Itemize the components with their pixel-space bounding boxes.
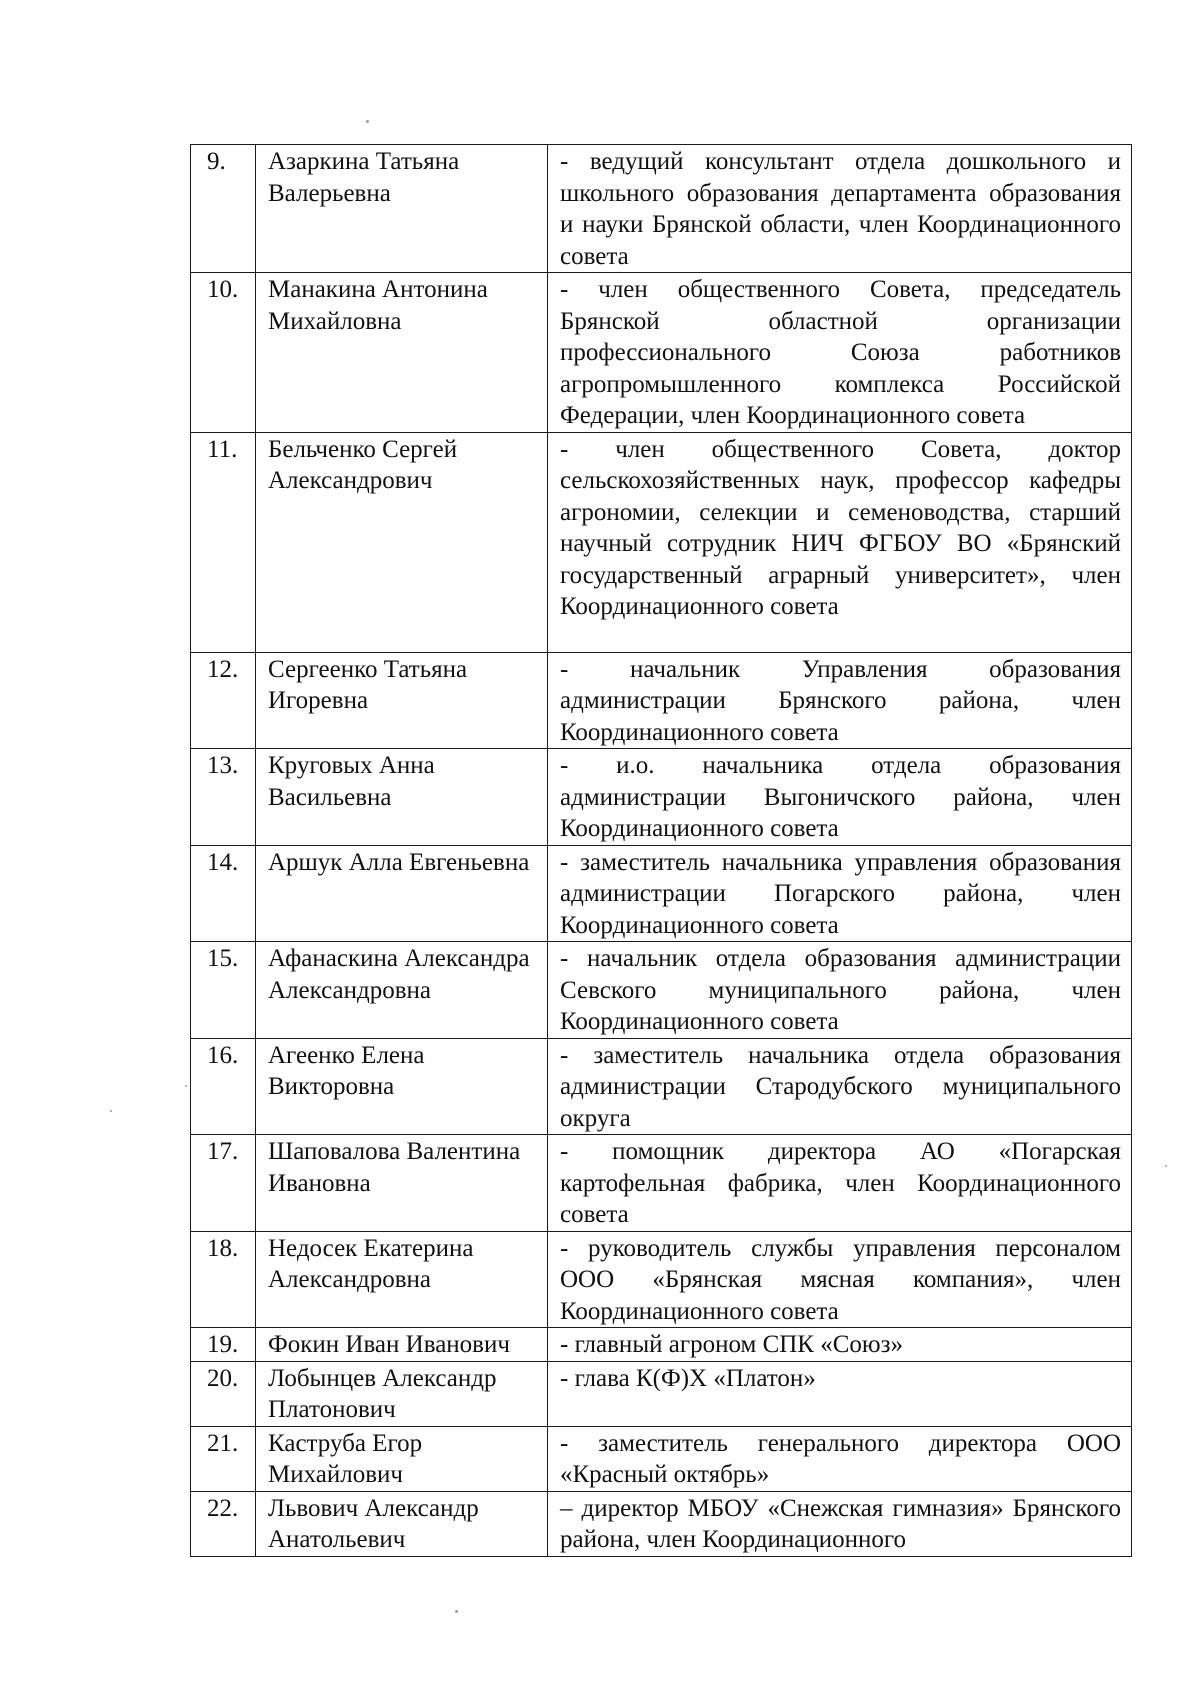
member-role: - глава К(Ф)Х «Платон» bbox=[548, 1361, 1132, 1426]
member-number: 12. bbox=[191, 652, 256, 749]
member-role: - руководитель службы управления персоналом ООО «Брянская мясная компания», член Координационного совета bbox=[548, 1231, 1132, 1328]
member-number: 20. bbox=[191, 1361, 256, 1426]
table-row bbox=[191, 1231, 1132, 1328]
table-row bbox=[191, 1135, 1132, 1232]
member-name: Сергеенко Татьяна Игоревна bbox=[256, 652, 548, 749]
member-role: - заместитель начальника отдела образования администрации Стародубского муниципального округа bbox=[548, 1038, 1132, 1135]
member-role: - начальник отдела образования администрации Севского муниципального района, член Координационного совета bbox=[548, 942, 1132, 1039]
table-row bbox=[191, 1491, 1132, 1556]
member-name: Азаркина Татьяна Валерьевна bbox=[256, 145, 548, 273]
member-name: Манакина Антонина Михайловна bbox=[256, 273, 548, 433]
member-number: 14. bbox=[191, 845, 256, 942]
scan-speck bbox=[455, 1610, 458, 1613]
member-number: 13. bbox=[191, 749, 256, 846]
table-row bbox=[191, 652, 1132, 749]
member-name: Афанаскина Александра Александровна bbox=[256, 942, 548, 1039]
member-number: 21. bbox=[191, 1426, 256, 1491]
member-name: Недосек Екатерина Александровна bbox=[256, 1231, 548, 1328]
member-name: Львович Александр Анатольевич bbox=[256, 1491, 548, 1556]
member-number: 18. bbox=[191, 1231, 256, 1328]
scan-speck bbox=[1165, 1165, 1167, 1167]
table-row bbox=[191, 145, 1132, 273]
table-row bbox=[191, 1038, 1132, 1135]
member-number: 11. bbox=[191, 432, 256, 652]
table-row bbox=[191, 942, 1132, 1039]
member-name: Круговых Анна Васильевна bbox=[256, 749, 548, 846]
member-role: - заместитель начальника управления образования администрации Погарского района, член Координационного совета bbox=[548, 845, 1132, 942]
scan-speck bbox=[366, 120, 369, 123]
member-number: 9. bbox=[191, 145, 256, 273]
member-role: - ведущий консультант отдела дошкольного и школьного образования департамента образования и науки Брянской области, член Координационного совета bbox=[548, 145, 1132, 273]
member-role: - член общественного Совета, председатель Брянской областной организации профессионального Союза работников агропромышленного комплекса Российской Федерации, член Координационного совета bbox=[548, 273, 1132, 433]
table-row bbox=[191, 845, 1132, 942]
table-row bbox=[191, 749, 1132, 846]
member-number: 10. bbox=[191, 273, 256, 433]
table-row bbox=[191, 1426, 1132, 1491]
member-role: - член общественного Совета, доктор сельскохозяйственных наук, профессор кафедры агрономии, селекции и семеноводства, старший научный сотрудник НИЧ ФГБОУ ВО «Брянский государственный аграрный университет», член Координационного совета bbox=[548, 432, 1132, 652]
member-role: – директор МБОУ «Снежская гимназия» Брянского района, член Координационного bbox=[548, 1491, 1132, 1556]
member-name: Лобынцев Александр Платонович bbox=[256, 1361, 548, 1426]
member-name: Аршук Алла Евгеньевна bbox=[256, 845, 548, 942]
members-table bbox=[190, 144, 1132, 1557]
member-number: 19. bbox=[191, 1328, 256, 1362]
member-name: Агеенко Елена Викторовна bbox=[256, 1038, 548, 1135]
member-number: 17. bbox=[191, 1135, 256, 1232]
scan-speck bbox=[110, 1110, 112, 1112]
member-role: - главный агроном СПК «Союз» bbox=[548, 1328, 1132, 1362]
member-name: Шаповалова Валентина Ивановна bbox=[256, 1135, 548, 1232]
member-name: Бельченко Сергей Александрович bbox=[256, 432, 548, 652]
member-role: - и.о. начальника отдела образования администрации Выгоничского района, член Координационного совета bbox=[548, 749, 1132, 846]
member-number: 22. bbox=[191, 1491, 256, 1556]
member-name: Каструба Егор Михайлович bbox=[256, 1426, 548, 1491]
table-row bbox=[191, 1361, 1132, 1426]
member-role: - помощник директора АО «Погарская картофельная фабрика, член Координационного совета bbox=[548, 1135, 1132, 1232]
member-name: Фокин Иван Иванович bbox=[256, 1328, 548, 1362]
scan-speck bbox=[185, 1085, 187, 1087]
member-number: 15. bbox=[191, 942, 256, 1039]
table-row bbox=[191, 273, 1132, 433]
table-row bbox=[191, 1328, 1132, 1362]
table-row bbox=[191, 432, 1132, 652]
member-number: 16. bbox=[191, 1038, 256, 1135]
member-role: - заместитель генерального директора ООО «Красный октябрь» bbox=[548, 1426, 1132, 1491]
member-role: - начальник Управления образования администрации Брянского района, член Координационного совета bbox=[548, 652, 1132, 749]
